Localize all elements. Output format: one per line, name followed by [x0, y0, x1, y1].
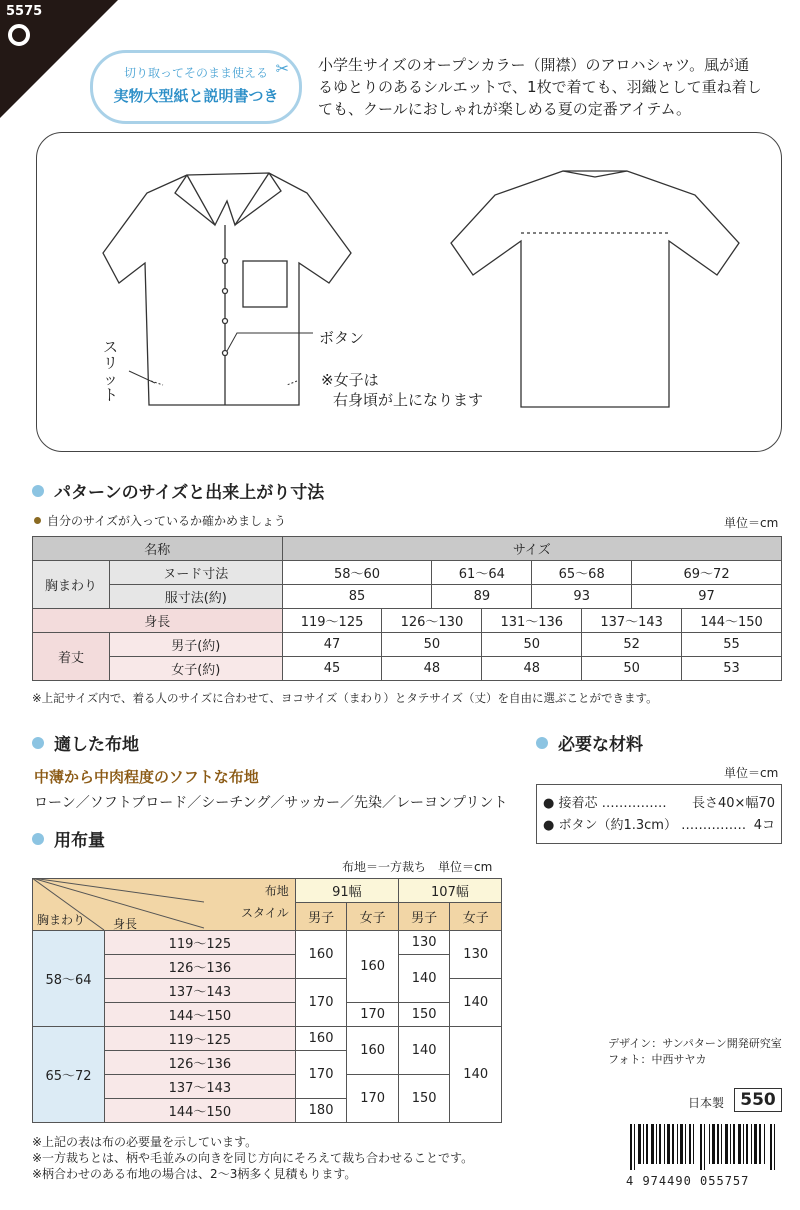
table-cell: 89 [432, 585, 532, 609]
material-dots: …………… [681, 818, 747, 833]
size-check-note [34, 512, 286, 529]
table-cell: 61〜64 [432, 561, 532, 585]
height-cell: 137〜143 [105, 1075, 296, 1099]
table-cell: 144〜150 [682, 609, 782, 633]
material-name: 接着芯 [558, 796, 598, 811]
intro-line: 小学生サイズのオープンカラー（開襟）のアロハシャツ。風が通 [318, 56, 750, 74]
chest-corner-label: 胸まわり [37, 913, 86, 927]
width107-header: 107幅 [398, 879, 501, 903]
table-cell: 160 [295, 1027, 347, 1051]
chest-group-b: 65〜72 [33, 1027, 105, 1123]
pattern-badge [90, 50, 302, 124]
chest-group-a: 58〜64 [33, 931, 105, 1027]
garment-illustration [36, 132, 782, 452]
height-corner-label: 身長 [113, 917, 138, 931]
table-cell: 55 [682, 633, 782, 657]
intro-text [318, 54, 786, 120]
yardage-note: 布地＝一方裁ち 単位＝cm [342, 860, 493, 874]
table-cell: 53 [682, 657, 782, 681]
material-dots: …………… [601, 796, 667, 811]
table-cell: 58〜60 [282, 561, 432, 585]
note-line-1: ※女子は [321, 371, 379, 389]
materials-box [536, 784, 782, 844]
height-cell: 144〜150 [105, 1099, 296, 1123]
photo-credit: フォト：中西サヤカ [608, 1053, 707, 1066]
yardage-footnotes [32, 1134, 473, 1182]
material-value: 長さ40×幅70 [692, 796, 775, 811]
boy-header: 男子 [398, 903, 450, 931]
table-cell: 160 [347, 1027, 399, 1075]
height-cell: 144〜150 [105, 1003, 296, 1027]
design-credit: デザイン：サンパターン開発研究室 [608, 1037, 782, 1050]
intro-line: るゆとりのあるシルエットで、1枚で着ても、羽織として重ね着し [318, 78, 762, 96]
height-cell: 126〜136 [105, 955, 296, 979]
table-cell: 137〜143 [582, 609, 682, 633]
girl-header: 女子 [450, 903, 502, 931]
table-cell: 48 [382, 657, 482, 681]
materials-section-heading: 必要な材料 [558, 735, 643, 755]
table-cell: 150 [398, 1003, 450, 1027]
table-cell: 50 [382, 633, 482, 657]
fabric-highlight: 中薄から中肉程度のソフトな布地 [34, 768, 259, 786]
girl-header: 女子 [347, 903, 399, 931]
corner-diagonal-lines [32, 878, 204, 930]
section-dot-icon [32, 737, 44, 749]
badge-line-1: 切り取ってそのまま使える [123, 66, 268, 80]
table-cell: 119〜125 [282, 609, 382, 633]
chest-label: 胸まわり [33, 561, 110, 609]
table-cell: 170 [295, 1051, 347, 1099]
table-cell: 126〜130 [382, 609, 482, 633]
table-cell: 50 [582, 657, 682, 681]
intro-line: ても、クールにおしゃれが楽しめる夏の定番アイテム。 [318, 100, 692, 118]
boy-header: 男子 [295, 903, 347, 931]
height-label: 身長 [33, 609, 283, 633]
table-cell: 52 [582, 633, 682, 657]
section-dot-icon [32, 485, 44, 497]
table-cell: 45 [282, 657, 382, 681]
width91-header: 91幅 [295, 879, 398, 903]
table-cell: 97 [632, 585, 782, 609]
materials-section-title [536, 730, 643, 755]
scissors-icon: ✂ [275, 59, 289, 78]
table-cell: 140 [450, 979, 502, 1027]
table-cell: 130 [398, 931, 450, 955]
height-cell: 126〜136 [105, 1051, 296, 1075]
size-section-title [32, 478, 324, 503]
table-cell: 170 [295, 979, 347, 1027]
size-footnote: ※上記サイズ内で、着る人のサイズに合わせて、ヨコサイズ（まわり）とタテサイズ（丈）を自由に選ぶことができます。 [32, 691, 658, 705]
table-cell: 170 [347, 1003, 399, 1027]
fabric-list: ローン／ソフトブロード／シーチング／サッカー／先染／レーヨンプリント [34, 795, 508, 811]
nude-label: ヌード寸法 [110, 561, 283, 585]
table-cell: 85 [282, 585, 432, 609]
brand-logo-icon [8, 24, 30, 46]
slit-label: スリット [103, 338, 119, 404]
footnote-line: ※一方裁ちとは、柄や毛並みの向きを同じ方向にそろえて裁ち合わせることです。 [32, 1151, 474, 1165]
table-cell: 180 [295, 1099, 347, 1123]
material-row: ● ボタン（約1.3cm） …………… 4コ [543, 815, 775, 837]
section-dot-icon [536, 737, 548, 749]
yardage-section-heading: 用布量 [54, 831, 105, 851]
table-cell: 140 [398, 955, 450, 1003]
table-cell: 65〜68 [532, 561, 632, 585]
materials-unit: 単位＝cm [724, 766, 779, 780]
bullet-icon [34, 517, 41, 524]
barcode-icon [626, 1124, 786, 1170]
height-cell: 119〜125 [105, 1027, 296, 1051]
note-line-2: 右身頃が上になります [333, 391, 484, 409]
table-cell: 160 [347, 931, 399, 1003]
boy-label: 男子(約) [110, 633, 283, 657]
header-size: サイズ [282, 537, 781, 561]
table-cell: 131〜136 [482, 609, 582, 633]
fabric-section-heading: 適した布地 [54, 735, 139, 755]
back-shirt-shape [451, 171, 739, 407]
fabric-section-title [32, 730, 139, 755]
size-table [32, 536, 782, 681]
section-dot-icon [32, 833, 44, 845]
price: 550 [734, 1088, 782, 1112]
material-row: ● 接着芯 …………… 長さ40×幅70 [543, 793, 775, 815]
table-cell: 69〜72 [632, 561, 782, 585]
garment-label: 服寸法(約) [110, 585, 283, 609]
made-in: 日本製 [688, 1096, 725, 1110]
badge-line-2: 実物大型紙と説明書つき [113, 87, 279, 105]
length-label: 着丈 [33, 633, 110, 681]
button-label: ボタン [319, 329, 365, 347]
yardage-table-wrap [32, 878, 502, 1128]
style-corner-label: スタイル [241, 906, 289, 920]
height-cell: 137〜143 [105, 979, 296, 1003]
header-name: 名称 [33, 537, 283, 561]
fabric-corner-label: 布地 [264, 884, 289, 898]
girl-label: 女子(約) [110, 657, 283, 681]
barcode [626, 1124, 786, 1186]
credits [608, 1036, 782, 1068]
barcode-number: 4 974490 055757 [626, 1174, 750, 1188]
table-cell: 170 [347, 1075, 399, 1123]
table-cell: 47 [282, 633, 382, 657]
material-name: ボタン（約1.3cm） [558, 818, 677, 833]
size-unit: 単位＝cm [724, 516, 779, 530]
yardage-section-title [32, 826, 105, 851]
footnote-line: ※柄合わせのある布地の場合は、2〜3柄多く見積もります。 [32, 1167, 357, 1181]
size-section-heading: パターンのサイズと出来上がり寸法 [54, 483, 325, 503]
table-cell: 140 [450, 1027, 502, 1123]
table-cell: 150 [398, 1075, 450, 1123]
product-code: 5575 [6, 4, 43, 19]
footnote-line: ※上記の表は布の必要量を示しています。 [32, 1135, 258, 1149]
height-cell: 119〜125 [105, 931, 296, 955]
table-cell: 93 [532, 585, 632, 609]
table-cell: 50 [482, 633, 582, 657]
material-value: 4コ [753, 818, 775, 833]
table-cell: 160 [295, 931, 347, 979]
table-cell: 140 [398, 1027, 450, 1075]
table-cell: 48 [482, 657, 582, 681]
chest-pocket [243, 261, 287, 307]
table-cell: 130 [450, 931, 502, 979]
size-check-text: 自分のサイズが入っているか確かめましょう [47, 514, 287, 528]
